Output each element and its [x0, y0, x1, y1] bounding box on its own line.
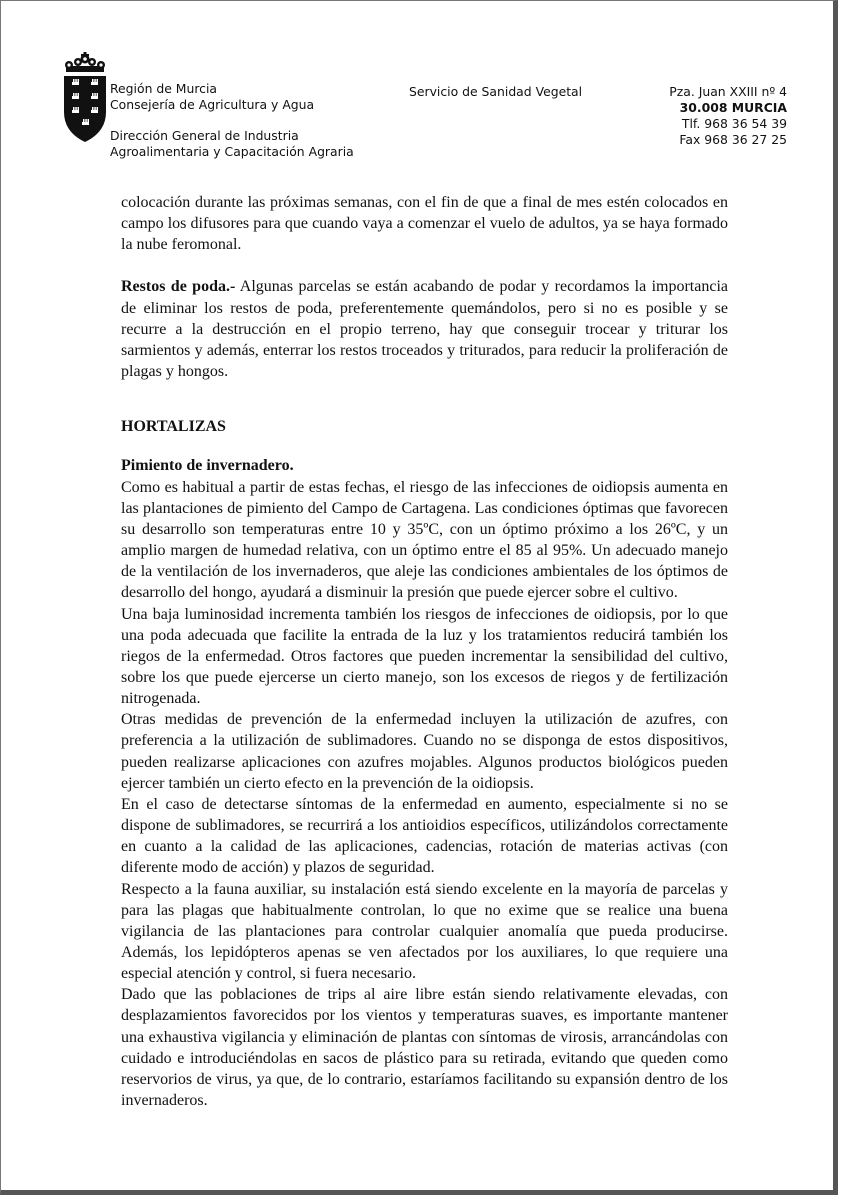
department-line-1: Dirección General de Industria [110, 128, 299, 143]
murcia-crest-logo [60, 52, 110, 144]
address-block [669, 84, 787, 148]
document-body [121, 192, 728, 1111]
pruning-paragraph [121, 276, 728, 382]
fax-number: Fax 968 36 27 25 [679, 132, 787, 147]
section-title: HORTALIZAS [121, 418, 226, 436]
region-name: Región de Murcia [110, 81, 217, 96]
body-paragraph-2: Una baja luminosidad incrementa también los riesgos de infecciones de oidiopsis, por lo que una poda adecuada que facilite la entrada de la luz y los tratamientos reducirá también los riegos de la enfermedad. Otros factores que pueden incrementar la sensibilidad del cultivo, sobre los que puede ejercerse un cierto manejo, son los excesos de riegos y de fertilización nitrogenada. [121, 605, 728, 708]
letterhead [0, 0, 850, 170]
body-paragraph-3: Otras medidas de prevención de la enfermedad incluyen la utilización de azufres, con preferencia a la utilización de sublimadores. Cuando no se disponga de estos dispositivos, pueden realizarse aplicaciones con azufres mojables. Algunos productos biológicos pueden ejercer también un cierto efecto en la prevención de la oidiopsis. [121, 711, 728, 792]
pruning-text: Algunas parcelas se están acabando de podar y recordamos la importancia de eliminar los restos de poda, preferentemente quemándolos, pero si no es posible y se recurre a la destrucción en el propio terreno, hay que conseguir trocear y triturar los sarmientos y además, enterrar los restos troceados y triturados, para reducir la proliferación de plagas y hongos. [121, 278, 728, 381]
address-city: 30.008 MURCIA [679, 100, 787, 115]
body-paragraph-6: Dado que las poblaciones de trips al aire libre están siendo relativamente elevadas, con desplazamientos favorecidos por los vientos y temperaturas suaves, es importante mantener una exhaustiva vigilancia y eliminación de plantas con síntomas de virosis, arrancándolas con cuidado e introduciéndolas en sacos de plástico para su retirada, evitando que queden como reservorios de virus, ya que, de lo contrario, estaríamos facilitando su expansión dentro de los invernaderos. [121, 986, 728, 1110]
service-name: Servicio de Sanidad Vegetal [409, 84, 583, 99]
intro-paragraph: colocación durante las próximas semanas, con el fin de que a final de mes estén colocados en campo los difusores para que cuando vaya a comenzar el vuelo de adultos, ya se haya formado la nube feromonal. [121, 194, 728, 254]
body-paragraph-4: En el caso de detectarse síntomas de la enfermedad en aumento, especialmente si no se dispone de sublimadores, se recurrirá a los antioidios específicos, utilizándolos correctamente en cuanto a la calidad de las aplicaciones, cadencias, rotación de materias activas (con diferente modo de acción) y plazos de seguridad. [121, 795, 728, 877]
ministry-name: Consejería de Agricultura y Agua [110, 97, 315, 112]
phone-number: Tlf. 968 36 54 39 [681, 116, 787, 131]
department-name [110, 128, 354, 160]
department-line-2: Agroalimentaria y Capacitación Agraria [110, 144, 354, 159]
subsection-title: Pimiento de invernadero. [121, 457, 294, 475]
address-street: Pza. Juan XXIII nº 4 [669, 84, 787, 99]
pruning-label: Restos de poda.- [121, 278, 236, 296]
body-paragraph-1: Como es habitual a partir de estas fechas, el riesgo de las infecciones de oidiopsis aumenta en las plantaciones de pimiento del Campo de Cartagena. Las condiciones óptimas que favorecen su desarrollo son temperaturas entre 10 y 35ºC, con un óptimo próximo a los 26ºC, y un amplio margen de humedad relativa, con un óptimo entre el 85 al 95%. Un adecuado manejo de la ventilación de los invernaderos, que aleje las condiciones ambientales de los óptimos de desarrollo del hongo, ayudará a disminuir la presión que puede ejercer sobre el cultivo. [121, 478, 728, 602]
body-paragraph-5: Respecto a la fauna auxiliar, su instalación está siendo excelente en la mayoría de parcelas y para las plagas que habitualmente controlan, lo que no exime que se realice una buena vigilancia de las plantaciones para controlar cualquier anomalía que pueda producirse. Además, los lepidópteros apenas se ven afectados por los auxiliares, lo que requiere una especial atención y control, si fuera necesario. [121, 880, 728, 983]
organization-name [110, 81, 314, 113]
